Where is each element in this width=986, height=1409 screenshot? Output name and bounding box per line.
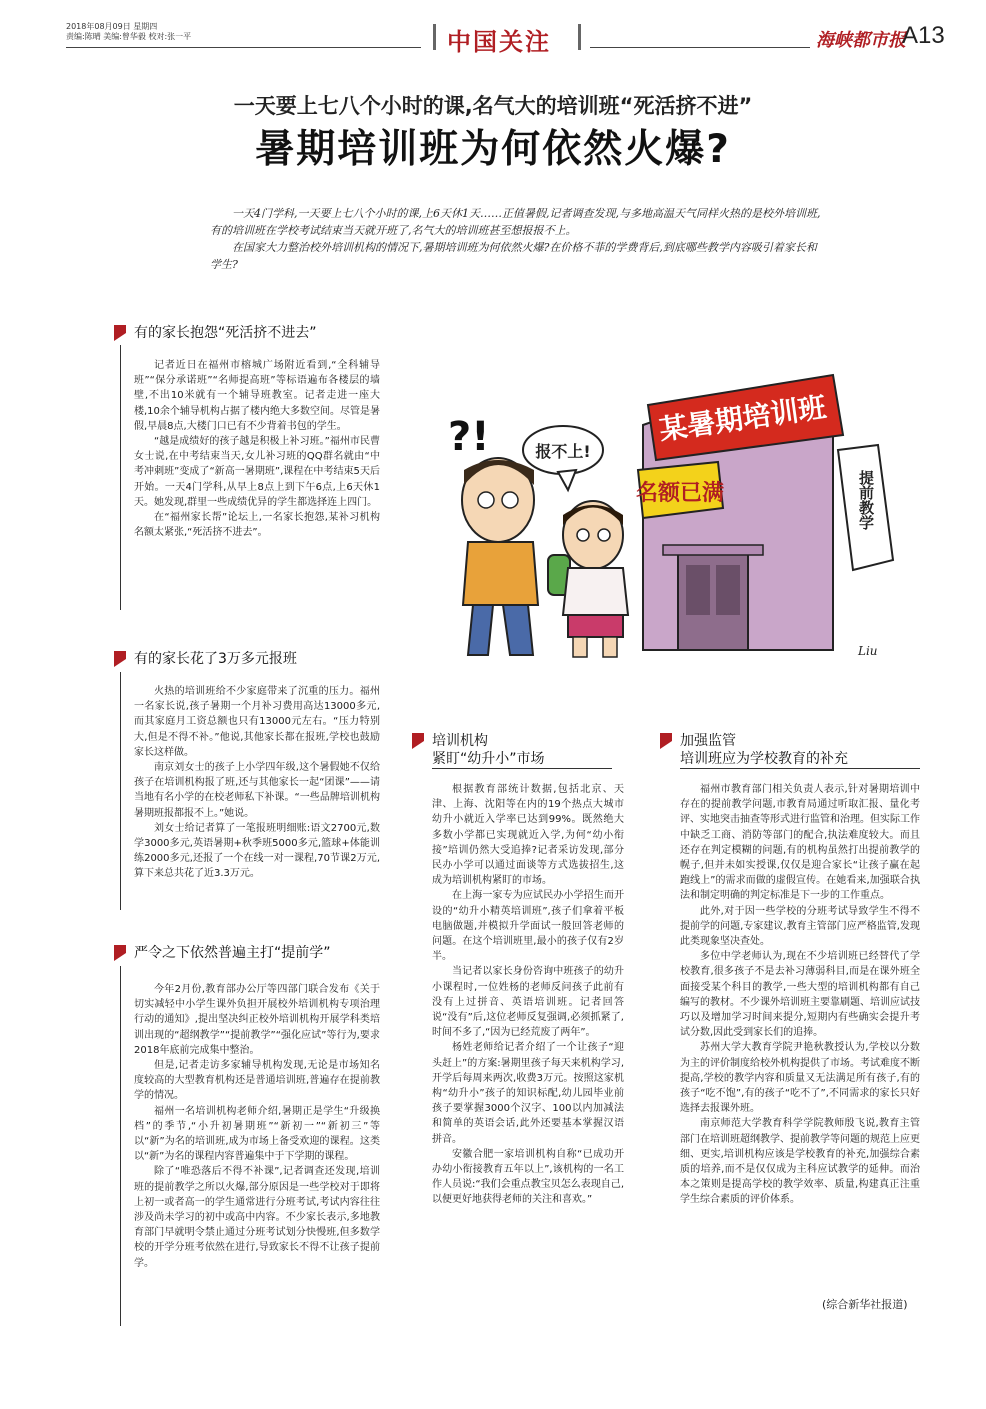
article-column: [134, 684, 380, 882]
paragraph: 福州一名培训机构老师介绍,暑期正是学生“升级换档”的季节,“小升初暑期班”“新初一”“新初三”等以“新”为名的培训班,成为市场上备受欢迎的课程。这类以“新”为名的课程内容普遍集中于下学期的课程。: [134, 1105, 380, 1163]
paragraph: 根据教育部统计数据,包括北京、天津、上海、沈阳等在内的19个热点大城市幼升小就近入学率已达到99%。既然绝大多数小学都已实现就近入学,为何“幼小衔接”培训仍然大受追捧?记者采访发现,部分民办小学可以通过面谈等方式选拔招生,这成为培训机构紧盯的市场。: [432, 784, 624, 887]
article-column: [134, 982, 380, 1271]
lead-paragraph: 在国家大力整治校外培训机构的情况下,暑期培训班为何依然火爆?在价格不菲的学费背后,到底哪些教学内容吸引着家长和学生?: [210, 241, 817, 271]
divider: [120, 345, 121, 610]
staff-line: 责编:陈晴 美编:曾华毅 校对:张一平: [66, 32, 192, 41]
source-credit: (综合新华社报道): [822, 1298, 908, 1311]
flag-icon: [660, 733, 672, 749]
section-heading: 加强监管 培训班应为学校教育的补充: [680, 732, 848, 768]
paragraph: 南京刘女士的孩子上小学四年级,这个暑假她不仅给孩子在培训机构报了班,还与其他家长一起“团课”——请当地有名小学的在校老师私下补课。“一些品牌培训机构暑期班报都报不上。”她说。: [134, 762, 380, 819]
date-line: 2018年08月09日 星期四: [66, 22, 158, 31]
full-sign-text: 名额已满: [635, 481, 725, 506]
paragraph: 在上海一家专为应试民办小学招生而开设的“幼升小精英培训班”,孩子们拿着平板电脑做题,并模拟升学面试一般回答老师的问题。在这个培训班里,最小的孩子仅有2岁半。: [432, 890, 624, 963]
divider: [120, 966, 121, 1326]
speech-bubble: [523, 426, 603, 490]
paragraph: 南京师范大学教育科学学院教师殷飞说,教育主管部门在培训班超纲教学、提前教学等问题的规范上应更细、更实,培训机构应该是学校教育的补充,加强综合素质的培养,而不是仅仅成为主科应试教学的延伸。而治本之策则是提高学校的教学效率、质量,构建真正注重学生综合素质的评价体系。: [680, 1118, 920, 1206]
paragraph: 今年2月份,教育部办公厅等四部门联合发布《关于切实减轻中小学生课外负担开展校外培训机构专项治理行动的通知》,提出坚决纠正校外培训机构开展学科类培训出现的“超纲教学”“提前教学”“强化应试”等行为,要求2018年底前完成集中整治。: [134, 984, 380, 1056]
paragraph: 刘女士给记者算了一笔报班明细账:语文2700元,数学3000多元,英语暑期+秋季班5000多元,篮球+体能训练2000多元,还报了一个在线一对一课程,70节课2万元,算下来总共花了近3.3万元。: [134, 822, 380, 880]
paragraph: 但是,记者走访多家辅导机构发现,无论是市场知名度较高的大型教育机构还是普通培训班,普遍存在提前教学的情况。: [134, 1060, 380, 1102]
paragraph: 记者近日在福州市榕城广场附近看到,“全科辅导班”“保分承诺班”“名师提高班”等标语遍布各楼层的墙壁,不出10米就有一个辅导班教室。记者走进一座大楼,10余个辅导机构占据了楼内绝大多数空间。尽管是暑假,早晨8点,大楼门口已有不少背着书包的学生。: [134, 360, 380, 432]
flag-icon: [412, 733, 424, 749]
paragraph: 多位中学老师认为,现在不少培训班已经替代了学校教育,很多孩子不是去补习薄弱科目,而是在课外班全面接受某个科目的教学,一些大型的培训机构都有自己编写的教材。不少课外培训班主要靠刷题、培训应试技巧以及增加学习时间来提分,短期内有些确实会提升考试分数,因此受到家长们的追捧。: [680, 951, 920, 1039]
paragraph: 火热的培训班给不少家庭带来了沉重的压力。福州一名家长说,孩子暑期一个月补习费用高达13000多元,而其家庭月工资总额也只有13000元左右。“压力特别大,但是不得不补。”他说,其他家长都在报班,学校也鼓励家长这样做。: [134, 686, 380, 758]
article-lead: [210, 205, 822, 273]
article-subhead: 一天要上七八个小时的课,名气大的培训班“死活挤不进”: [233, 94, 753, 118]
section-rule: [680, 768, 920, 769]
paragraph: 苏州大学大教育学院尹艳秋教授认为,学校以分数为主的评价制度给校外机构提供了市场。考试难度不断提高,学校的教学内容和质量又无法满足所有孩子,有的孩子“吃不饱”,有的孩子“吃不了”,不同需求的家长只好选择去报课外班。: [680, 1042, 920, 1115]
header-rule: [590, 47, 810, 48]
section-heading: 培训机构 紧盯“幼升小”市场: [432, 732, 545, 768]
exclaim-mark: ?!: [448, 414, 490, 460]
child-figure: [548, 501, 628, 657]
header-rule: [66, 47, 421, 48]
paragraph: 安徽合肥一家培训机构自称“已成功开办幼小衔接教育五年以上”,该机构的一名工作人员说:“我们会重点教宝贝怎么表现自己,以便更好地获得老师的关注和喜欢。”: [432, 1148, 624, 1206]
paragraph: 在“福州家长帮”论坛上,一名家长抱怨,某补习机构名额太紧张,“死活挤不进去”。: [134, 512, 380, 539]
yellow-sign: [636, 462, 724, 518]
section-heading: 有的家长花了3万多元报班: [134, 650, 297, 668]
section-heading: 严令之下依然普遍主打“提前学”: [134, 944, 331, 962]
divider: [120, 672, 121, 910]
father-figure: [462, 458, 538, 655]
lead-paragraph: 一天4门学科,一天要上七八个小时的课,上6天休1天……正值暑假,记者调查发现,与多地高温天气同样火热的是校外培训班,有的培训班在学校考试结束当天就开班了,名气大的培训班甚至想报报不上。: [210, 207, 821, 237]
paper-logo: 海峡都市报: [816, 30, 906, 51]
cartoon-illustration: [438, 350, 918, 665]
artist-signature: Liu: [858, 644, 878, 658]
bubble-text: 报不上!: [535, 442, 591, 461]
header-divider: [578, 24, 581, 50]
flag-icon: [114, 325, 126, 341]
header-divider: [433, 24, 436, 50]
section-rule: [432, 768, 612, 769]
paragraph: 杨姓老师给记者介绍了一个让孩子“迎头赶上”的方案:暑期里孩子每天来机构学习,开学后每周来两次,收费3万元。按照这家机构“幼升小”孩子的知识标配,幼儿园毕业前孩子要掌握3000个汉字、100以内加减法和简单的英语会话,此外还要基本掌握汉语拼音。: [432, 1042, 624, 1145]
paragraph: 除了“唯恐落后不得不补课”,记者调查还发现,培训班的提前教学之所以火爆,部分原因是一些学校对于即将上初一或者高一的学生通常进行分班考试,考试内容往往涉及尚未学习的初中或高中内容。不少家长表示,多地教育部门早就明令禁止通过分班考试划分快慢班,但多数学校的开学分班考依然在进行,导致家长不得不让孩子提前学。: [134, 1166, 380, 1269]
section-heading: 有的家长抱怨“死活挤不进去”: [134, 324, 317, 342]
flag-icon: [114, 651, 126, 667]
article-headline: 暑期培训班为何依然火爆?: [255, 127, 731, 172]
banner: [838, 445, 893, 570]
paragraph: 此外,对于因一些学校的分班考试导致学生不得不提前学的问题,专家建议,教育主管部门应严格监管,发现此类现象坚决查处。: [680, 905, 920, 948]
paragraph: 福州市教育部门相关负责人表示,针对暑期培训中存在的提前教学问题,市教育局通过听取汇报、量化考评、实地突击抽查等形式进行监管和治理。但实际工作中缺乏工商、消防等部门的配合,执法难度较大。而且还存在判定模糊的问题,有的机构虽然打出提前教学的幌子,但并未如实授课,仅仅是迎合家长“让孩子赢在起跑线上”的需求而做的虚假宣传。在她看来,加强联合执法和制定明确的判定标准是下一步的工作重点。: [680, 784, 920, 902]
paragraph: “越是成绩好的孩子越是积极上补习班。”福州市民曹女士说,在中考结束当天,女儿补习班的QQ群名就由“中考冲刺班”变成了“新高一暑期班”,课程在中考结束5天后开始。一天4门学科,从早上8点上到下午6点,上6天休1天。她发现,群里一些成绩优异的学生都选择连上四门。: [134, 436, 380, 508]
article-column: [680, 782, 920, 1208]
flag-icon: [114, 945, 126, 961]
banner-text: 提前教学: [857, 470, 875, 530]
page-number: A13: [902, 22, 945, 49]
article-column: [134, 358, 380, 540]
building-sign-text: 某暑期培训班: [657, 390, 829, 447]
paragraph: 当记者以家长身份咨询中班孩子的幼升小课程时,一位姓杨的老师反问孩子此前有没有上过拼音、英语培训班。记者回答说“没有”后,这位老师反复强调,必须抓紧了,时间不多了,“因为已经荒废了两年”。: [432, 966, 624, 1039]
article-column: [432, 782, 624, 1208]
edition-meta: [66, 22, 191, 42]
section-title: 中国关注: [447, 27, 551, 56]
